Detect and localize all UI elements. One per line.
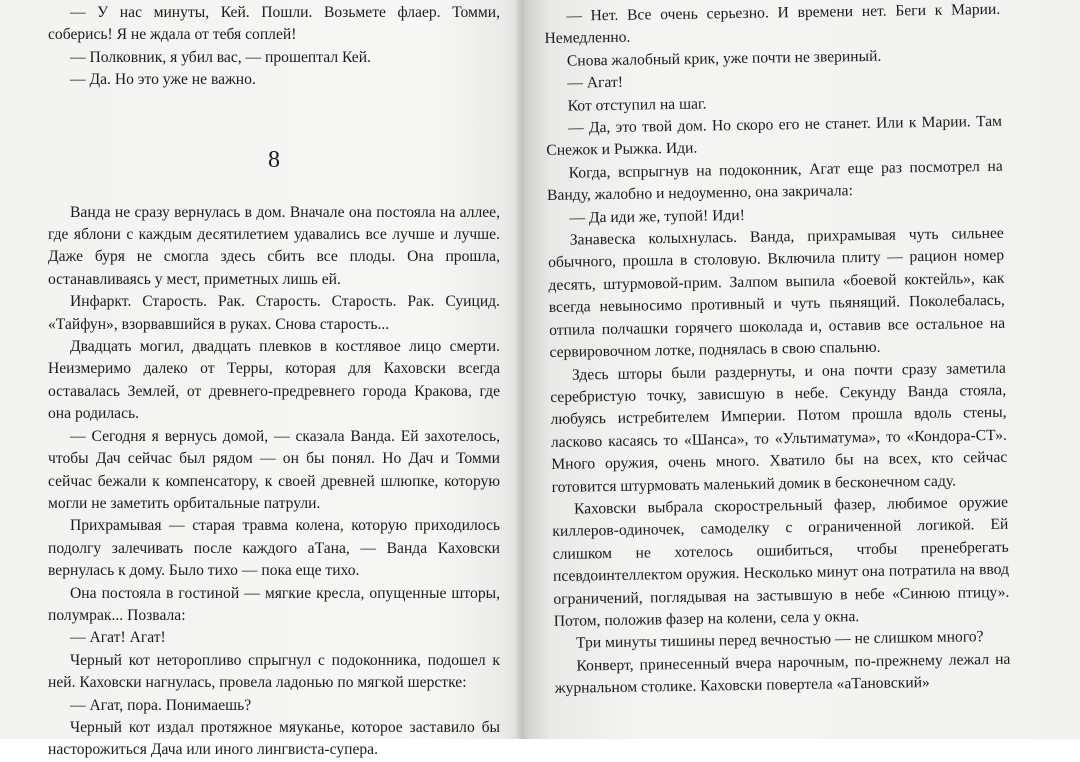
text-paragraph: Занавеска колыхнулась. Ванда, прихрамывая чуть сильнее обычного, прошла в столовую. Включила плиту — рацион номер десять, штурмовой-прим. Залпом выпила «боевой коктейль», как всегда невыносимо противный и чуть пьянящий. Поколебалась, отпила полчашки горячего шоколада и, оставив все остальное на сервировочном лотке, поднялась в свою спальню. <box>547 224 1006 362</box>
chapter-number: 8 <box>268 146 280 173</box>
text-paragraph: — Полковник, я убил вас, — прошептал Кей. <box>70 48 371 66</box>
text-paragraph: — Да иди же, тупой! Иди! <box>569 206 746 227</box>
text-paragraph: — У нас минуты, Кей. Пошли. Возьмете флаер. Томми, соберись! Я не ждала от тебя соплей! <box>48 4 500 44</box>
text-paragraph: Каховски выбрала скорострельный фазер, любимое оружие киллеров-одиночек, самоделку с ограниченной логикой. Ей слишком не хотелось ошибиться, чтобы пренебрегать псевдоинтеллектом оружия. Несколько минут она потратила на ввод ограничений, поглядывая на застывшую в небе «Синюю птицу». Потом, положив фазер на колени, села у окна. <box>552 493 1010 630</box>
text-paragraph: Здесь шторы были раздернуты, и она почти сразу заметила серебристую точку, зависшую в небе. Секунду Ванда стояла, любуясь истребителем Империи. Потом прошла вдоль стены, ласково касаясь то «Шанса», то «Ультиматума», то «Кондора-СТ». Много оружия, очень много. Хватило бы на всех, кто сейчас готовится штурмовать маленький домик в бесконечном саду. <box>550 359 1008 496</box>
text-paragraph: Она постояла в гостиной — мягкие кресла, опущенные шторы, полумрак... Позвала: <box>48 584 500 624</box>
text-paragraph: — Агат! <box>567 73 624 92</box>
text-paragraph: Конверт, принесенный вчера нарочным, по-прежнему лежал на журнальном столике. Каховски повертела «аТановский» <box>554 650 1011 698</box>
text-paragraph: Кот отступил на шаг. <box>567 95 707 115</box>
text-paragraph: — Агат! Агат! <box>70 629 166 647</box>
right-page <box>544 0 1011 701</box>
text-paragraph: Когда, вспрыгнув на подоконник, Агат еще раз посмотрел на Ванду, жалобно и недоуменно, она закричала: <box>546 157 1003 205</box>
text-paragraph: Двадцать могил, двадцать плевков в костлявое лицо смерти. Неизмеримо далеко от Терры, которая для Каховски всегда оставалась Землей, от древнего-предревнего города Кракова, где она родилась. <box>48 338 500 423</box>
text-paragraph: — Сегодня я вернусь домой, — сказала Ванда. Ей захотелось, чтобы Дач сейчас был рядом — он бы понял. Но Дач и Томми сейчас бежали к компенсатору, к своей древней шлюпке, которую могли не заметить орбитальные патрули. <box>48 427 500 512</box>
text-paragraph: Прихрамывая — старая травма колена, которую приходилось подолгу залечивать после каждого аТана, — Ванда Каховски вернулась к дому. Было тихо — пока еще тихо. <box>48 517 500 580</box>
text-paragraph: — Да. Но это уже не важно. <box>70 71 256 89</box>
text-paragraph: Черный кот издал протяжное мяуканье, которое заставило бы насторожиться Дача или иного лингвиста-супера. <box>48 718 500 759</box>
text-paragraph: — Нет. Все очень серьезно. И времени нет. Беги к Марии. Немедленно. <box>544 0 1001 48</box>
text-paragraph: Ванда не сразу вернулась в дом. Вначале она постояла на аллее, где яблони с каждым десятилетием удавались все лучше и лучше. Даже буря не смогла здесь сбить все плоды. Она прошла, останавливаясь у мест, приметных лишь ей. <box>48 203 500 288</box>
left-page <box>48 0 500 762</box>
text-paragraph: Черный кот неторопливо спрыгнул с подоконника, подошел к ней. Каховски нагнулась, провела ладонью по мягкой шерстке: <box>48 651 500 692</box>
text-paragraph: — Да, это твой дом. Но скоро его не станет. Или к Марии. Там Снежок и Рыжка. Иди. <box>546 112 1003 160</box>
text-paragraph: Инфаркт. Старость. Рак. Старость. Старость. Рак. Суицид. «Тайфун», взорвавшийся в руках. Снова старость... <box>48 293 500 333</box>
book-gutter <box>515 0 529 739</box>
text-paragraph: Три минуты тишины перед вечностью — не слишком много? <box>575 628 984 652</box>
text-paragraph: — Агат, пора. Понимаешь? <box>70 696 252 714</box>
text-paragraph: Снова жалобный крик, уже почти не звериный. <box>566 47 882 70</box>
